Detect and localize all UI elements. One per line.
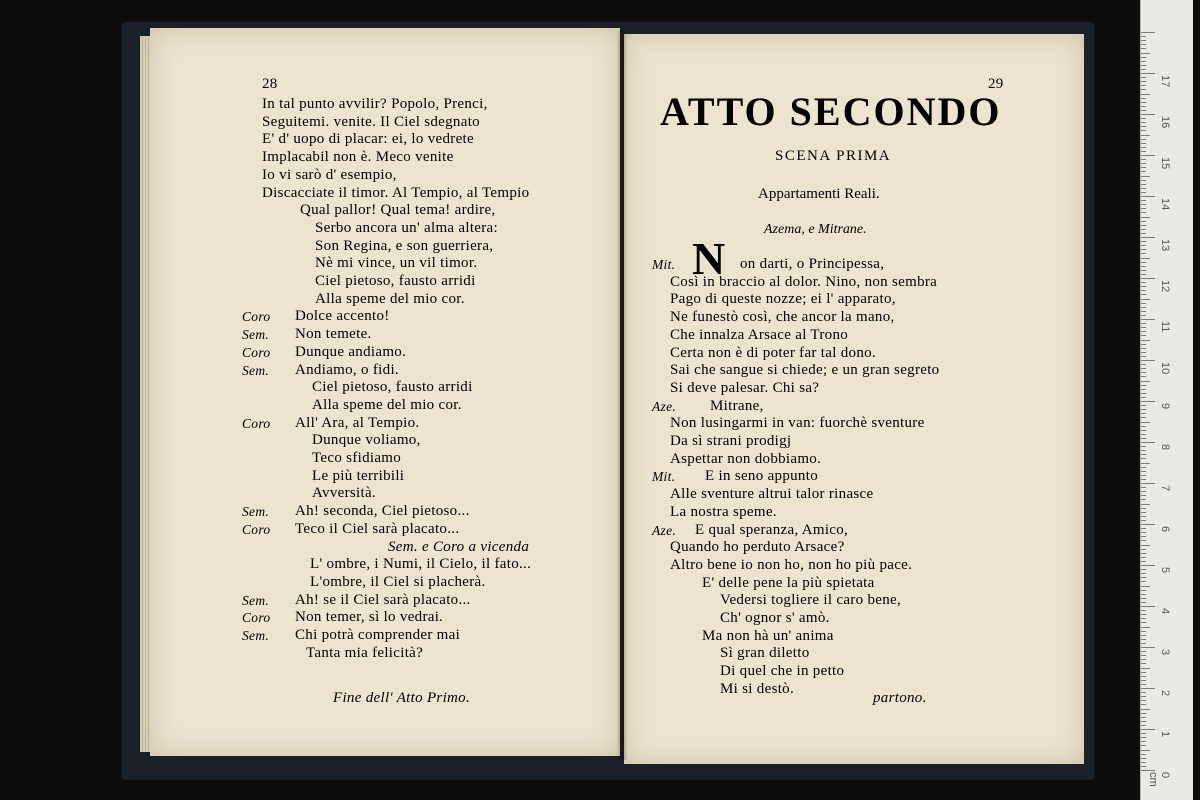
ruler-tick [1141,401,1155,402]
ruler-number: 6 [1159,526,1171,533]
ruler-tick [1141,311,1146,312]
ruler-tick [1141,545,1150,546]
ruler-tick [1141,569,1146,570]
ruler-number: 5 [1159,567,1171,574]
ruler-tick [1141,737,1146,738]
ruler-number: 7 [1159,485,1171,492]
verse-line: E' d' uopo di placar: ei, lo vedrete [262,131,474,148]
verse-line: Io vi sarò d' esempio, [262,166,397,183]
verse-line: Le più terribili [312,467,405,484]
ruler-tick [1141,286,1146,287]
verse-line: E' delle pene la più spietata [702,574,875,591]
ruler-tick [1141,458,1146,459]
ruler-number: 8 [1159,444,1171,451]
ruler-tick [1141,565,1155,566]
verse-line: Avversità. [312,485,376,502]
act-title: ATTO SECONDO [660,89,1002,134]
ruler-tick [1141,684,1146,685]
ruler-number: 0 cm [1147,772,1171,787]
ruler-tick [1141,61,1146,62]
ruler-tick [1141,233,1146,234]
ruler-tick [1141,188,1146,189]
verse-line: Nè mi vince, un vil timor. [315,255,478,272]
verse-line: Aspettar non dobbiamo. [670,450,822,467]
ruler-tick [1141,356,1146,357]
ruler-tick [1141,159,1146,160]
ruler-tick [1141,40,1146,41]
act-end-note: Fine dell' Atto Primo. [333,690,471,706]
ruler-tick [1141,635,1146,636]
ruler-tick [1141,253,1146,254]
verse-line: Ne funestò così, che ancor la mano, [670,309,895,326]
ruler-tick [1141,413,1146,414]
speaker-label: Coro [242,309,271,325]
ruler-tick [1141,577,1146,578]
ruler-tick [1141,323,1146,324]
ruler-tick [1141,143,1146,144]
ruler-tick [1141,290,1146,291]
ruler-tick [1141,475,1146,476]
ruler-tick [1141,717,1146,718]
ruler-tick [1141,106,1146,107]
ruler-number: 3 [1159,649,1171,656]
ruler-tick [1141,278,1155,279]
ruler-tick [1141,430,1146,431]
ruler-tick [1141,495,1146,496]
verse-line: Tanta mia felicità? [306,644,424,661]
ruler-tick [1141,36,1146,37]
ruler-tick [1141,204,1146,205]
ruler-tick [1141,508,1146,509]
ruler-tick [1141,762,1146,763]
verse-line: Seguitemi. venite. Il Ciel sdegnato [262,113,480,130]
verse-line: Vedersi togliere il caro bene, [720,592,902,609]
ruler-tick [1141,463,1150,464]
ruler-tick [1141,348,1146,349]
ruler-tick [1141,270,1146,271]
ruler-tick [1141,340,1150,341]
ruler-tick [1141,102,1146,103]
ruler-tick [1141,331,1146,332]
ruler-tick [1141,594,1146,595]
verse-line: Ah! se il Ciel sarà placato... [295,591,471,608]
scene-characters: Azema, e Mitrane. [764,222,867,237]
speaker-label: Coro [242,415,271,431]
verse-line: Certa non è di poter far tal dono. [670,344,876,361]
ruler-tick [1141,598,1146,599]
ruler-tick [1141,442,1155,443]
ruler-tick [1141,221,1146,222]
page-number-left: 28 [262,76,278,92]
ruler-tick [1141,130,1146,131]
verse-line: Chi potrà comprender mai [295,627,461,643]
ruler-tick [1141,454,1146,455]
ruler-tick [1141,446,1146,447]
ruler-tick [1141,549,1146,550]
verse-line: Dunque andiamo. [295,343,407,360]
ruler-tick [1141,262,1146,263]
ruler-tick [1141,696,1146,697]
ruler-tick [1141,426,1146,427]
verse-line: Ciel pietoso, fausto arridi [315,273,476,289]
ruler-tick [1141,167,1146,168]
ruler-tick [1141,176,1150,177]
speaker-label: Sem. [242,504,270,520]
ruler-tick [1141,602,1146,603]
ruler-tick [1141,114,1155,115]
ruler-number: 4 [1159,608,1171,615]
ruler-tick [1141,557,1146,558]
ruler-tick [1141,69,1146,70]
ruler-tick [1141,208,1146,209]
ruler-tick [1141,171,1146,172]
verse-line: In tal punto avvilir? Popolo, Prenci, [262,96,488,112]
speaker-label: Mit. [652,469,676,485]
verse-line: on darti, o Principessa, [740,256,885,272]
ruler-tick [1141,704,1146,705]
ruler-tick [1141,241,1146,242]
verse-line: Alle sventure altrui talor rinasce [670,486,874,503]
ruler-tick [1141,581,1146,582]
speaker-label: Sem. [242,362,270,378]
ruler-tick [1141,606,1155,607]
exit-note: partono. [873,690,927,706]
ruler-tick [1141,126,1146,127]
ruler-tick [1141,586,1150,587]
verse-line: Mi si destò. [720,680,795,697]
ruler-tick [1141,618,1146,619]
scene-title: SCENA PRIMA [775,148,892,164]
verse-line: Discacciate il timor. Al Tempio, al Tempio [262,184,530,201]
ruler-tick [1141,352,1146,353]
ruler-tick [1141,229,1146,230]
ruler-tick [1141,294,1146,295]
ruler-tick [1141,528,1146,529]
ruler-tick [1141,438,1146,439]
ruler-tick [1141,245,1146,246]
verse-line: Alla speme del mio cor. [315,290,465,307]
ruler-tick [1141,315,1146,316]
right-page [624,34,1084,764]
ruler-tick [1141,180,1146,181]
ruler-tick [1141,434,1146,435]
page-number-right: 29 [988,76,1004,92]
ruler-tick [1141,77,1146,78]
verse-line: Non temer, sì lo vedrai. [295,609,444,626]
verse-line: Non temete. [295,326,372,343]
verse-line: Son Regina, e son guerriera, [315,237,494,254]
verse-line: Sì gran diletto [720,645,810,662]
ruler-number: 10 [1159,362,1171,375]
verse-line: Ch' ognor s' amò. [720,610,830,626]
ruler-tick [1141,471,1146,472]
ruler-tick [1141,57,1146,58]
verse-line: Che innalza Arsace al Trono [670,326,849,343]
ruler-number: 2 [1159,690,1171,697]
ruler-tick [1141,89,1146,90]
ruler-tick [1141,372,1146,373]
ruler-tick [1141,327,1146,328]
ruler-tick [1141,376,1146,377]
verse-line: Teco sfidiamo [312,450,402,466]
ruler-tick [1141,397,1146,398]
ruler-tick [1141,758,1146,759]
speaker-label: Sem. [242,628,270,643]
ruler-tick [1141,622,1146,623]
verse-line: L' ombre, i Numi, il Cielo, il fato... [310,556,532,573]
ruler-tick [1141,631,1146,632]
verse-line: L'ombre, il Ciel si placherà. [310,573,486,590]
scene-setting: Appartamenti Reali. [758,186,880,202]
ruler-tick [1141,561,1146,562]
ruler-tick [1141,237,1155,238]
ruler-tick [1141,73,1155,74]
ruler-tick [1141,196,1155,197]
verse-line: Altro bene io non ho, non ho più pace. [670,556,913,573]
ruler-tick [1141,512,1146,513]
ruler-tick [1141,614,1146,615]
verse-line: Quando ho perduto Arsace? [670,539,845,556]
ruler-tick [1141,155,1155,156]
ruler-tick [1141,754,1146,755]
ruler-tick [1141,409,1146,410]
ruler-tick [1141,659,1146,660]
ruler-tick [1141,725,1146,726]
speaker-label: Sem. [242,327,270,343]
ruler-tick [1141,741,1146,742]
ruler-tick [1141,688,1155,689]
ruler-tick [1141,672,1146,673]
verse-line: Andiamo, o fidi. [295,361,399,378]
ruler-tick [1141,516,1146,517]
ruler-tick [1141,266,1146,267]
ruler-tick [1141,540,1146,541]
ruler-tick [1141,700,1146,701]
ruler-tick [1141,110,1146,111]
ruler-tick [1141,504,1150,505]
ruler-tick [1141,94,1150,95]
verse-line: Dolce accento! [295,308,390,325]
ruler-tick [1141,212,1146,213]
ruler-tick [1141,385,1146,386]
ruler-tick [1141,282,1146,283]
verse-line: Ciel pietoso, fausto arridi [312,379,473,396]
ruler-tick [1141,122,1146,123]
ruler-number: 17 [1159,75,1171,88]
speaker-label: Coro [242,610,271,626]
ruler-tick [1141,393,1146,394]
verse-line: Dunque voliamo, [312,432,421,449]
ruler-tick [1141,680,1146,681]
ruler-tick [1141,450,1146,451]
ruler-tick [1141,750,1150,751]
ruler-tick [1141,499,1146,500]
verse-line: Così in braccio al dolor. Nino, non sembra [670,273,938,290]
ruler-number: 15 [1159,157,1171,170]
verse-line: E qual speranza, Amico, [695,521,849,538]
verse-line: La nostra speme. [670,503,777,520]
ruler-tick [1141,139,1146,140]
ruler-tick [1141,491,1146,492]
verse-line: Serbo ancora un' alma altera: [315,219,498,236]
ruler-tick [1141,422,1150,423]
ruler-tick [1141,655,1146,656]
verse-line: Sai che sangue si chiede; e un gran segreto [670,362,940,379]
ruler-tick [1141,676,1146,677]
ruler-tick [1141,303,1146,304]
ruler-tick [1141,524,1155,525]
speaker-label: Coro [242,521,271,537]
ruler-tick [1141,479,1146,480]
ruler-number: 1 [1159,731,1171,738]
verse-line: Implacabil non è. Meco venite [262,149,454,166]
ruler-tick [1141,692,1146,693]
ruler-tick [1141,639,1146,640]
ruler-tick [1141,85,1146,86]
ruler-tick [1141,467,1146,468]
verse-line: Pago di queste nozze; ei l' apparato, [670,291,896,308]
speaker-label: Aze. [652,522,677,538]
ruler-tick [1141,590,1146,591]
ruler-tick [1141,81,1146,82]
ruler-tick [1141,668,1150,669]
ruler-tick [1141,721,1146,722]
speaker-label: Sem. [242,592,270,608]
ruler-tick [1141,319,1155,320]
verse-line: Mitrane, [710,397,764,414]
verse-line: Non lusingarmi in van: fuorchè sventure [670,415,925,432]
verse-line: Ma non hà un' anima [702,627,834,644]
ruler-tick [1141,118,1146,119]
ruler-tick [1141,364,1146,365]
ruler-tick [1141,532,1146,533]
ruler-tick [1141,360,1155,361]
ruler-tick [1141,249,1146,250]
ruler-tick [1141,344,1146,345]
ruler-number: 14 [1159,198,1171,211]
drop-cap: N [692,233,726,284]
ruler-tick [1141,217,1150,218]
ruler-tick [1141,627,1150,628]
verse-line: Ah! seconda, Ciel pietoso... [295,503,470,520]
verse-line: Si deve palesar. Chi sa? [670,379,820,396]
ruler-tick [1141,389,1146,390]
ruler-tick [1141,274,1146,275]
ruler-tick [1141,643,1146,644]
ruler-tick [1141,405,1146,406]
ruler-tick [1141,647,1155,648]
ruler-number: 9 [1159,403,1171,410]
verse-line: Alla speme del mio cor. [312,396,462,413]
ruler-tick [1141,651,1146,652]
book-gutter [617,30,627,760]
ruler-tick [1141,483,1155,484]
ruler-tick [1141,573,1146,574]
ruler-number: 12 [1159,280,1171,293]
verse-line: Di quel che in petto [720,663,845,680]
ruler-tick [1141,381,1150,382]
ruler-tick [1141,225,1146,226]
ruler-tick [1141,487,1146,488]
ruler-tick [1141,417,1146,418]
speaker-label: Aze. [652,398,677,414]
ruler-tick [1141,147,1146,148]
measuring-ruler [1140,0,1193,800]
ruler-tick [1141,299,1150,300]
ruler-tick [1141,192,1146,193]
ruler-tick [1141,335,1146,336]
ruler-tick [1141,520,1146,521]
ruler-number: 11 [1159,321,1171,333]
ruler-tick [1141,368,1146,369]
ruler-tick [1141,709,1150,710]
ruler-tick [1141,65,1146,66]
ruler-tick [1141,53,1150,54]
speaker-label: Mit. [652,257,676,272]
ruler-tick [1141,745,1146,746]
ruler-tick [1141,536,1146,537]
ruler-tick [1141,200,1146,201]
ruler-tick [1141,32,1155,33]
verse-line: Qual pallor! Qual tema! ardire, [300,202,496,219]
ruler-tick [1141,766,1146,767]
ruler-tick [1141,258,1150,259]
ruler-tick [1141,151,1146,152]
ruler-tick [1141,163,1146,164]
ruler-tick [1141,184,1146,185]
ruler-tick [1141,553,1146,554]
ruler-number: 13 [1159,239,1171,252]
verse-line: E in seno appunto [705,468,819,485]
ruler-tick [1141,729,1155,730]
ruler-tick [1141,663,1146,664]
verse-line: Teco il Ciel sarà placato... [295,520,460,537]
ruler-number: 16 [1159,116,1171,129]
ruler-tick [1141,713,1146,714]
ruler-tick [1141,48,1146,49]
ruler-tick [1141,307,1146,308]
ruler-tick [1141,135,1150,136]
ruler-tick [1141,770,1155,771]
ruler-tick [1141,98,1146,99]
verse-line: Da sì strani prodigj [670,433,792,449]
ruler-tick [1141,733,1146,734]
ruler-tick [1141,44,1146,45]
ruler-tick [1141,610,1146,611]
verse-line: All' Ara, al Tempio. [295,414,420,431]
speaker-label: Coro [242,344,271,360]
verse-line: Sem. e Coro a vicenda [388,538,530,555]
